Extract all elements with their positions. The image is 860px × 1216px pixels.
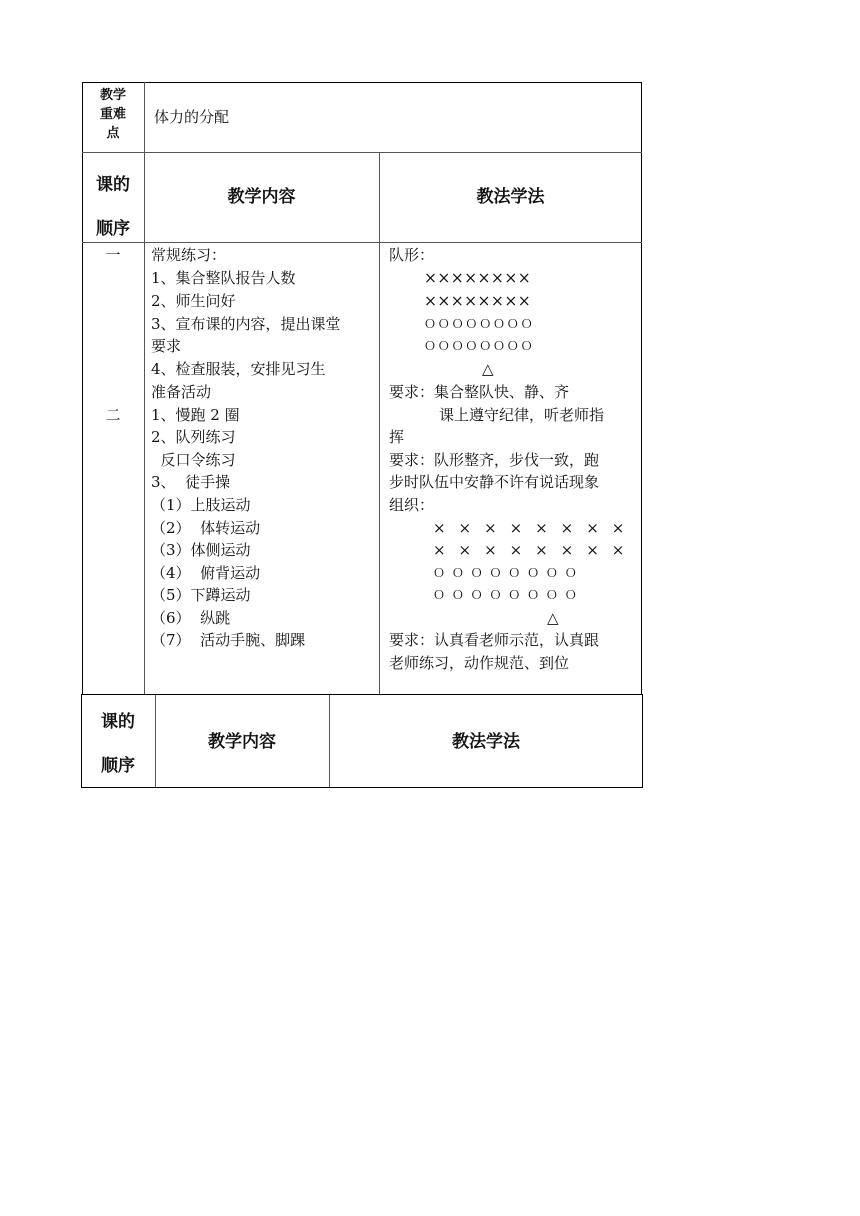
method-line: 课上遵守纪律，听老师指 [439,406,605,424]
method-header-2: 教法学法 [452,732,520,752]
content-line: （4） 俯背运动 [151,564,261,582]
content-header-2: 教学内容 [208,732,276,752]
method-header: 教法学法 [476,187,545,207]
method-line: 步时队伍中安静不许有说话现象 [389,473,600,491]
content-header: 教学内容 [227,187,296,207]
content-line: 4、检查服装，安排见习生 [151,360,326,378]
method-line: 老师练习，动作规范、到位 [389,654,570,672]
content-line: 1、慢跑 2 圈 [151,406,240,424]
order-item: 二 [105,406,121,424]
content-line: 要求 [151,337,182,355]
method-line: 队形： [389,246,435,264]
content-line: （5）下蹲运动 [151,586,251,604]
table-divider [82,242,642,243]
content-line: （6） 纵跳 [151,609,231,627]
content-line: 1、集合整队报告人数 [151,269,296,287]
key-point-label: 教学 重难 点 [99,88,126,141]
order-header: 课的 顺序 [96,175,130,239]
method-line: 组织： [389,496,435,514]
formation-row: ×××××××× [424,269,532,287]
teacher-marker: △ [482,360,494,378]
teacher-marker: △ [547,609,559,627]
content-line: 2、队列练习 [151,428,236,446]
formation-row: × × × × × × × × [433,541,629,559]
content-line: 常规练习： [151,246,227,264]
order-header-2: 课的 顺序 [101,712,135,776]
formation-row: Ｏ Ｏ Ｏ Ｏ Ｏ Ｏ Ｏ Ｏ [433,588,579,602]
content-line: 准备活动 [151,383,212,401]
content-line: （1）上肢运动 [151,496,251,514]
formation-row: ×××××××× [424,292,532,310]
table-divider [379,152,380,695]
content-line: 2、师生问好 [151,292,236,310]
table-divider [144,82,145,695]
method-line: 要求：认真看老师示范，认真跟 [389,631,600,649]
formation-row: ＯＯＯＯＯＯＯＯ [424,339,535,353]
method-line: 挥 [389,428,405,446]
key-point-value: 体力的分配 [154,108,230,126]
content-line: 3、 徒手操 [151,473,231,491]
content-line: 3、宣布课的内容，提出课堂 [151,315,341,333]
method-line: 要求：队形整齐，步伐一致，跑 [389,451,600,469]
formation-row: Ｏ Ｏ Ｏ Ｏ Ｏ Ｏ Ｏ Ｏ [433,566,579,580]
content-line: （3）体侧运动 [151,541,251,559]
order-item: 一 [105,246,121,264]
table-divider [82,152,642,153]
formation-row: × × × × × × × × [433,519,629,537]
content-line: 反口令练习 [151,451,236,469]
content-line: （7） 活动手腕、脚踝 [151,631,306,649]
method-line: 要求：集合整队快、静、齐 [389,383,570,401]
formation-row: ＯＯＯＯＯＯＯＯ [424,317,535,331]
content-line: （2） 体转运动 [151,519,261,537]
